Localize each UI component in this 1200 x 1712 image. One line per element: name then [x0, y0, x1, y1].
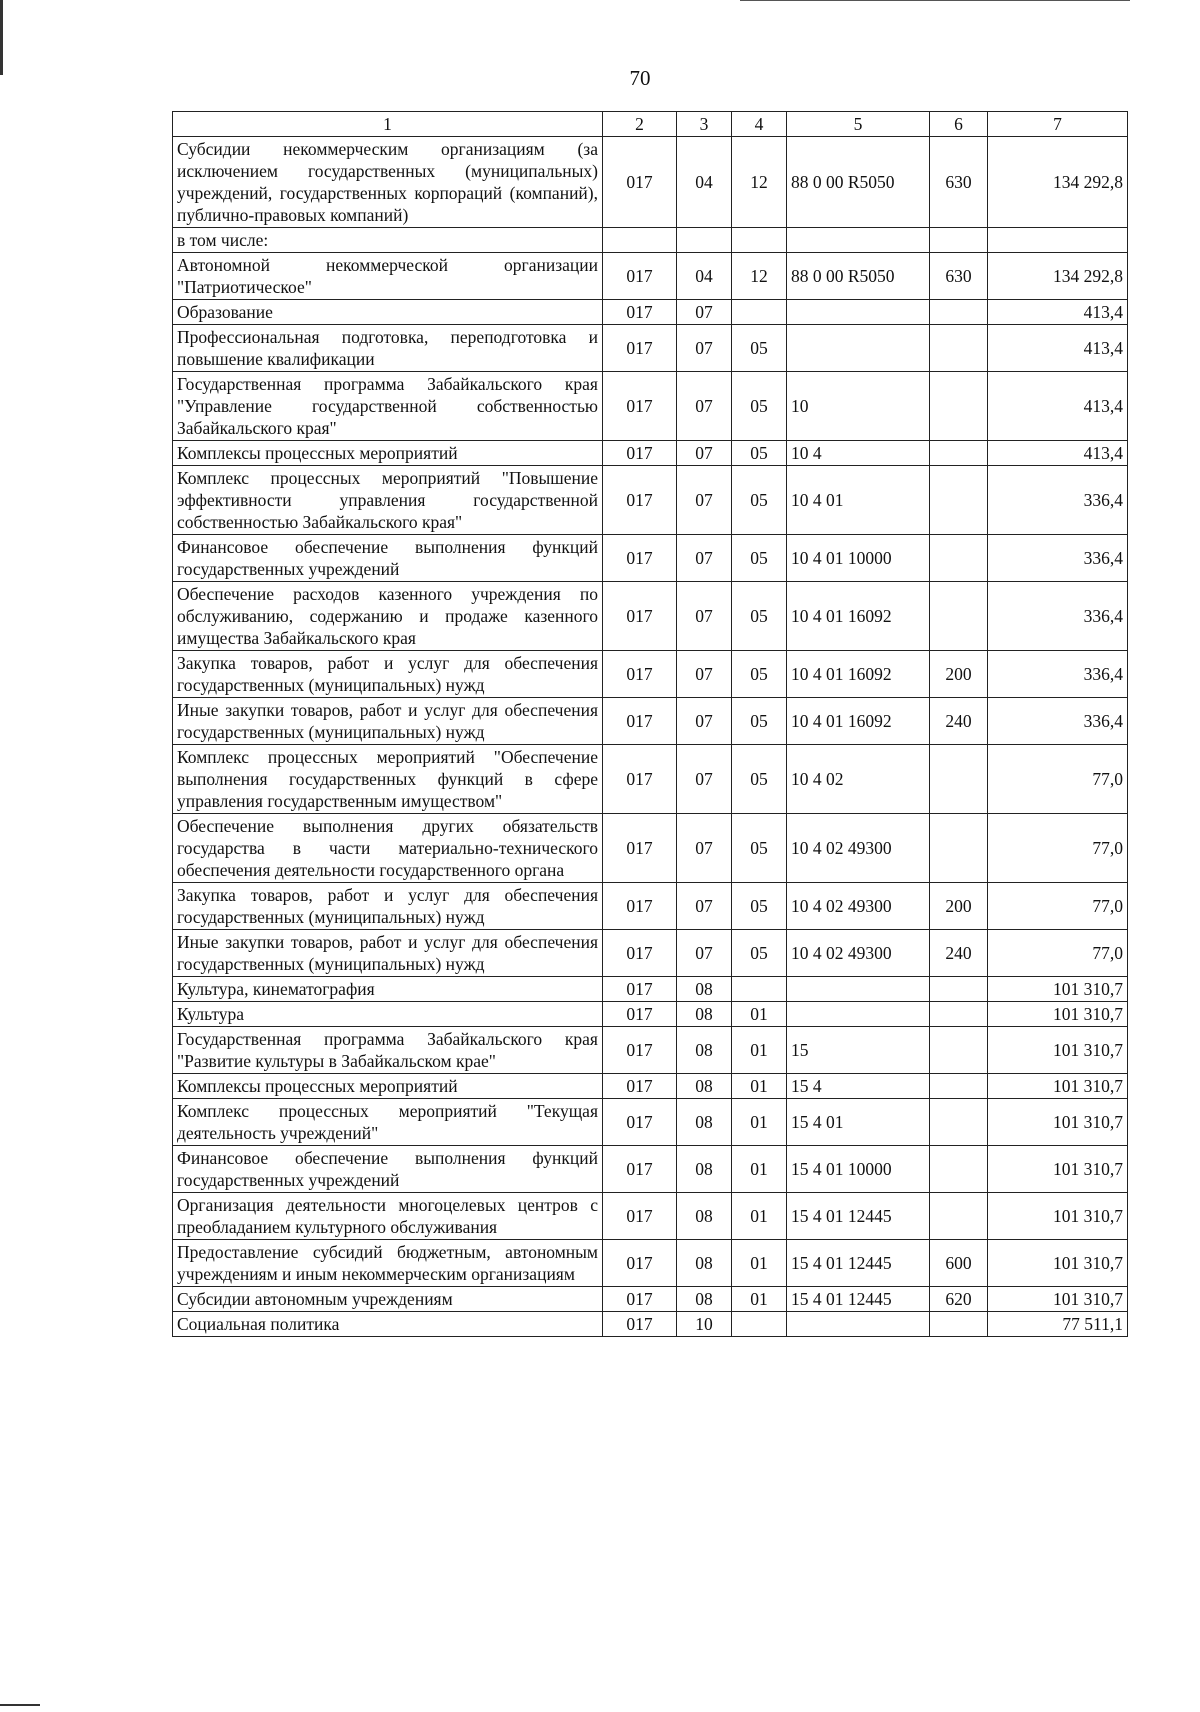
table-row — [173, 253, 1128, 300]
target-article-cell: 15 — [787, 1027, 930, 1074]
amount-cell: 134 292,8 — [988, 137, 1128, 228]
expense-name-cell: Комплекс процессных мероприятий "Повышение эффективности управления государственной собственностью Забайкальского края" — [173, 466, 603, 535]
expense-type-cell — [930, 300, 988, 325]
target-article-cell — [787, 977, 930, 1002]
expense-name-cell: Культура, кинематография — [173, 977, 603, 1002]
expense-name-cell: Субсидии некоммерческим организациям (за исключением государственных (муниципальных) учреждений, государственных корпораций (компаний), публично-правовых компаний) — [173, 137, 603, 228]
amount-cell: 134 292,8 — [988, 253, 1128, 300]
section-code-cell: 08 — [677, 1099, 732, 1146]
ministry-code-cell: 017 — [603, 441, 677, 466]
table-row — [173, 745, 1128, 814]
target-article-cell: 88 0 00 R5050 — [787, 253, 930, 300]
scan-edge-mark — [0, 1704, 40, 1706]
expense-type-cell — [930, 582, 988, 651]
table-row — [173, 441, 1128, 466]
expense-name-cell: Комплекс процессных мероприятий "Текущая деятельность учреждений" — [173, 1099, 603, 1146]
subsection-code-cell — [732, 977, 787, 1002]
section-code-cell: 04 — [677, 253, 732, 300]
table-row — [173, 1193, 1128, 1240]
expense-type-cell — [930, 1002, 988, 1027]
table-row — [173, 651, 1128, 698]
column-header: 7 — [988, 112, 1128, 137]
expense-name-cell: Организация деятельности многоцелевых центров с преобладанием культурного обслуживания — [173, 1193, 603, 1240]
subsection-code-cell: 01 — [732, 1002, 787, 1027]
target-article-cell: 15 4 01 — [787, 1099, 930, 1146]
ministry-code-cell — [603, 228, 677, 253]
amount-cell: 77,0 — [988, 883, 1128, 930]
subsection-code-cell: 01 — [732, 1287, 787, 1312]
subsection-code-cell: 01 — [732, 1099, 787, 1146]
section-code-cell: 07 — [677, 582, 732, 651]
target-article-cell: 10 4 01 16092 — [787, 698, 930, 745]
subsection-code-cell: 05 — [732, 325, 787, 372]
amount-cell: 101 310,7 — [988, 1099, 1128, 1146]
column-header: 6 — [930, 112, 988, 137]
section-code-cell: 07 — [677, 300, 732, 325]
section-code-cell: 08 — [677, 1074, 732, 1099]
ministry-code-cell: 017 — [603, 1312, 677, 1337]
target-article-cell: 10 4 01 — [787, 466, 930, 535]
ministry-code-cell: 017 — [603, 300, 677, 325]
column-header: 4 — [732, 112, 787, 137]
ministry-code-cell: 017 — [603, 814, 677, 883]
ministry-code-cell: 017 — [603, 977, 677, 1002]
table-header-row — [173, 112, 1128, 137]
expense-name-cell: Иные закупки товаров, работ и услуг для обеспечения государственных (муниципальных) нужд — [173, 930, 603, 977]
ministry-code-cell: 017 — [603, 1027, 677, 1074]
table-row — [173, 372, 1128, 441]
subsection-code-cell: 05 — [732, 582, 787, 651]
expense-type-cell — [930, 1146, 988, 1193]
target-article-cell: 10 4 02 — [787, 745, 930, 814]
ministry-code-cell: 017 — [603, 1099, 677, 1146]
column-header: 5 — [787, 112, 930, 137]
target-article-cell: 15 4 — [787, 1074, 930, 1099]
section-code-cell: 04 — [677, 137, 732, 228]
expense-name-cell: Предоставление субсидий бюджетным, автономным учреждениям и иным некоммерческим организациям — [173, 1240, 603, 1287]
section-code-cell: 07 — [677, 441, 732, 466]
subsection-code-cell — [732, 300, 787, 325]
amount-cell: 77 511,1 — [988, 1312, 1128, 1337]
budget-table — [172, 111, 1128, 1337]
target-article-cell: 88 0 00 R5050 — [787, 137, 930, 228]
ministry-code-cell: 017 — [603, 698, 677, 745]
amount-cell: 413,4 — [988, 372, 1128, 441]
table-row — [173, 1287, 1128, 1312]
section-code-cell: 08 — [677, 1240, 732, 1287]
target-article-cell: 15 4 01 12445 — [787, 1193, 930, 1240]
target-article-cell: 10 4 02 49300 — [787, 930, 930, 977]
table-row — [173, 1146, 1128, 1193]
target-article-cell: 10 4 02 49300 — [787, 883, 930, 930]
subsection-code-cell: 01 — [732, 1240, 787, 1287]
amount-cell: 336,4 — [988, 535, 1128, 582]
section-code-cell: 07 — [677, 883, 732, 930]
section-code-cell: 07 — [677, 535, 732, 582]
section-code-cell: 07 — [677, 325, 732, 372]
target-article-cell — [787, 325, 930, 372]
expense-type-cell: 630 — [930, 137, 988, 228]
expense-type-cell: 630 — [930, 253, 988, 300]
section-code-cell: 07 — [677, 930, 732, 977]
section-code-cell: 07 — [677, 745, 732, 814]
expense-type-cell — [930, 325, 988, 372]
subsection-code-cell: 05 — [732, 651, 787, 698]
expense-type-cell — [930, 372, 988, 441]
amount-cell: 101 310,7 — [988, 1240, 1128, 1287]
section-code-cell: 08 — [677, 1027, 732, 1074]
ministry-code-cell: 017 — [603, 1287, 677, 1312]
amount-cell: 413,4 — [988, 300, 1128, 325]
table-row — [173, 300, 1128, 325]
subsection-code-cell: 12 — [732, 137, 787, 228]
expense-name-cell: Комплексы процессных мероприятий — [173, 441, 603, 466]
expense-name-cell: Культура — [173, 1002, 603, 1027]
expense-name-cell: Обеспечение выполнения других обязательств государства в части материально-технического обеспечения деятельности государственного органа — [173, 814, 603, 883]
subsection-code-cell: 05 — [732, 883, 787, 930]
target-article-cell: 10 — [787, 372, 930, 441]
ministry-code-cell: 017 — [603, 137, 677, 228]
amount-cell: 336,4 — [988, 698, 1128, 745]
subsection-code-cell: 01 — [732, 1074, 787, 1099]
ministry-code-cell: 017 — [603, 535, 677, 582]
amount-cell: 101 310,7 — [988, 977, 1128, 1002]
table-row — [173, 228, 1128, 253]
expense-name-cell: Государственная программа Забайкальского края "Управление государственной собственностью Забайкальского края" — [173, 372, 603, 441]
expense-type-cell — [930, 441, 988, 466]
subsection-code-cell: 05 — [732, 535, 787, 582]
expense-name-cell: Финансовое обеспечение выполнения функций государственных учреждений — [173, 535, 603, 582]
subsection-code-cell: 01 — [732, 1146, 787, 1193]
table-body — [173, 112, 1128, 1337]
expense-type-cell — [930, 1193, 988, 1240]
expense-type-cell — [930, 1074, 988, 1099]
table-row — [173, 698, 1128, 745]
table-row — [173, 325, 1128, 372]
expense-type-cell — [930, 1312, 988, 1337]
expense-name-cell: Закупка товаров, работ и услуг для обеспечения государственных (муниципальных) нужд — [173, 651, 603, 698]
expense-type-cell — [930, 745, 988, 814]
ministry-code-cell: 017 — [603, 372, 677, 441]
target-article-cell — [787, 228, 930, 253]
amount-cell: 101 310,7 — [988, 1146, 1128, 1193]
scan-edge-mark — [0, 0, 3, 75]
section-code-cell: 07 — [677, 372, 732, 441]
expense-name-cell: Комплексы процессных мероприятий — [173, 1074, 603, 1099]
amount-cell: 413,4 — [988, 325, 1128, 372]
section-code-cell: 08 — [677, 977, 732, 1002]
table-row — [173, 137, 1128, 228]
subsection-code-cell: 05 — [732, 930, 787, 977]
subsection-code-cell: 01 — [732, 1193, 787, 1240]
ministry-code-cell: 017 — [603, 930, 677, 977]
column-header: 2 — [603, 112, 677, 137]
subsection-code-cell: 01 — [732, 1027, 787, 1074]
expense-name-cell: Субсидии автономным учреждениям — [173, 1287, 603, 1312]
table-row — [173, 883, 1128, 930]
target-article-cell: 15 4 01 12445 — [787, 1240, 930, 1287]
ministry-code-cell: 017 — [603, 253, 677, 300]
subsection-code-cell — [732, 228, 787, 253]
table-row — [173, 930, 1128, 977]
section-code-cell: 08 — [677, 1287, 732, 1312]
amount-cell: 101 310,7 — [988, 1027, 1128, 1074]
table-row — [173, 1027, 1128, 1074]
expense-type-cell — [930, 814, 988, 883]
target-article-cell: 15 4 01 12445 — [787, 1287, 930, 1312]
expense-name-cell: Иные закупки товаров, работ и услуг для обеспечения государственных (муниципальных) нужд — [173, 698, 603, 745]
ministry-code-cell: 017 — [603, 1074, 677, 1099]
section-code-cell: 07 — [677, 466, 732, 535]
ministry-code-cell: 017 — [603, 582, 677, 651]
column-header: 3 — [677, 112, 732, 137]
target-article-cell: 10 4 02 49300 — [787, 814, 930, 883]
section-code-cell: 08 — [677, 1002, 732, 1027]
expense-type-cell: 200 — [930, 651, 988, 698]
subsection-code-cell: 12 — [732, 253, 787, 300]
section-code-cell: 07 — [677, 651, 732, 698]
expense-name-cell: Социальная политика — [173, 1312, 603, 1337]
amount-cell — [988, 228, 1128, 253]
subsection-code-cell: 05 — [732, 698, 787, 745]
amount-cell: 336,4 — [988, 651, 1128, 698]
amount-cell: 413,4 — [988, 441, 1128, 466]
target-article-cell: 10 4 01 10000 — [787, 535, 930, 582]
expense-name-cell: Государственная программа Забайкальского края "Развитие культуры в Забайкальском крае" — [173, 1027, 603, 1074]
amount-cell: 336,4 — [988, 466, 1128, 535]
expense-name-cell: Образование — [173, 300, 603, 325]
section-code-cell — [677, 228, 732, 253]
expense-type-cell — [930, 1099, 988, 1146]
table-row — [173, 582, 1128, 651]
table-row — [173, 466, 1128, 535]
target-article-cell: 15 4 01 10000 — [787, 1146, 930, 1193]
ministry-code-cell: 017 — [603, 1002, 677, 1027]
amount-cell: 101 310,7 — [988, 1002, 1128, 1027]
ministry-code-cell: 017 — [603, 1193, 677, 1240]
amount-cell: 101 310,7 — [988, 1074, 1128, 1099]
expense-type-cell: 620 — [930, 1287, 988, 1312]
section-code-cell: 08 — [677, 1193, 732, 1240]
table-row — [173, 1002, 1128, 1027]
target-article-cell — [787, 300, 930, 325]
ministry-code-cell: 017 — [603, 1240, 677, 1287]
column-header: 1 — [173, 112, 603, 137]
ministry-code-cell: 017 — [603, 1146, 677, 1193]
expense-name-cell: Автономной некоммерческой организации "Патриотическое" — [173, 253, 603, 300]
table-row — [173, 1312, 1128, 1337]
table-row — [173, 977, 1128, 1002]
ministry-code-cell: 017 — [603, 883, 677, 930]
table-row — [173, 1099, 1128, 1146]
amount-cell: 77,0 — [988, 745, 1128, 814]
expense-type-cell — [930, 228, 988, 253]
target-article-cell: 10 4 — [787, 441, 930, 466]
amount-cell: 336,4 — [988, 582, 1128, 651]
target-article-cell — [787, 1312, 930, 1337]
table-row — [173, 1074, 1128, 1099]
section-code-cell: 10 — [677, 1312, 732, 1337]
target-article-cell: 10 4 01 16092 — [787, 582, 930, 651]
amount-cell: 101 310,7 — [988, 1193, 1128, 1240]
ministry-code-cell: 017 — [603, 651, 677, 698]
expense-name-cell: Финансовое обеспечение выполнения функций государственных учреждений — [173, 1146, 603, 1193]
subsection-code-cell: 05 — [732, 745, 787, 814]
subsection-code-cell: 05 — [732, 372, 787, 441]
expense-name-cell: Закупка товаров, работ и услуг для обеспечения государственных (муниципальных) нужд — [173, 883, 603, 930]
subsection-code-cell: 05 — [732, 466, 787, 535]
ministry-code-cell: 017 — [603, 745, 677, 814]
target-article-cell: 10 4 01 16092 — [787, 651, 930, 698]
table-row — [173, 814, 1128, 883]
expense-type-cell: 600 — [930, 1240, 988, 1287]
expense-type-cell: 240 — [930, 698, 988, 745]
section-code-cell: 08 — [677, 1146, 732, 1193]
expense-name-cell: Комплекс процессных мероприятий "Обеспечение выполнения государственных функций в сфере управления государственным имуществом" — [173, 745, 603, 814]
expense-type-cell: 200 — [930, 883, 988, 930]
amount-cell: 77,0 — [988, 814, 1128, 883]
section-code-cell: 07 — [677, 698, 732, 745]
expense-type-cell — [930, 466, 988, 535]
table-row — [173, 1240, 1128, 1287]
expense-type-cell: 240 — [930, 930, 988, 977]
subsection-code-cell — [732, 1312, 787, 1337]
expense-name-cell: Обеспечение расходов казенного учреждения по обслуживанию, содержанию и продаже казенного имущества Забайкальского края — [173, 582, 603, 651]
expense-name-cell: в том числе: — [173, 228, 603, 253]
expense-type-cell — [930, 1027, 988, 1074]
section-code-cell: 07 — [677, 814, 732, 883]
amount-cell: 77,0 — [988, 930, 1128, 977]
amount-cell: 101 310,7 — [988, 1287, 1128, 1312]
expense-type-cell — [930, 977, 988, 1002]
expense-name-cell: Профессиональная подготовка, переподготовка и повышение квалификации — [173, 325, 603, 372]
subsection-code-cell: 05 — [732, 441, 787, 466]
ministry-code-cell: 017 — [603, 325, 677, 372]
ministry-code-cell: 017 — [603, 466, 677, 535]
table-row — [173, 535, 1128, 582]
scan-edge-line — [740, 0, 1130, 1]
subsection-code-cell: 05 — [732, 814, 787, 883]
target-article-cell — [787, 1002, 930, 1027]
page-number: 70 — [629, 66, 651, 90]
expense-type-cell — [930, 535, 988, 582]
